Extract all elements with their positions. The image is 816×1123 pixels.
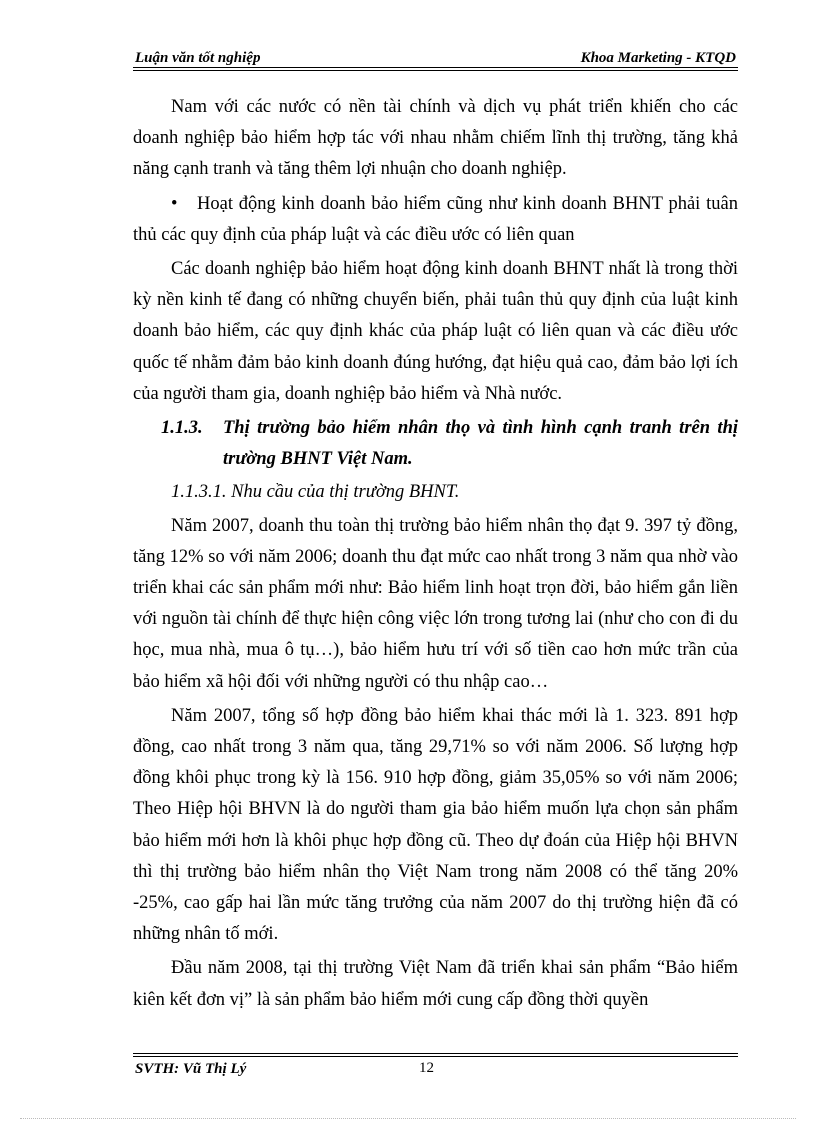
footer-author: SVTH: Vũ Thị Lý — [135, 1061, 247, 1077]
section-title: Thị trường bảo hiểm nhân thọ và tình hình cạnh tranh trên thị trường BHNT Việt Nam. — [223, 418, 738, 470]
header-rule — [133, 67, 738, 68]
bullet-text: Hoạt động kinh doanh bảo hiểm cũng như kinh doanh BHNT phải tuân thủ các quy định của pháp luật và các điều ước có liên quan — [133, 193, 738, 245]
section-number: 1.1.3. — [161, 418, 203, 439]
subsection-heading: 1.1.3.1. Nhu cầu của thị trường BHNT. — [171, 482, 460, 503]
header-thesis-label: Luận văn tốt nghiệp — [135, 50, 261, 66]
paragraph-revenue-2007: Năm 2007, doanh thu toàn thị trường bảo hiểm nhân thọ đạt 9. 397 tỷ đồng, tăng 12% so với năm 2006; doanh thu đạt mức cao nhất trong 3 năm qua nhờ vào triển khai các sản phẩm mới như: Bảo hiểm linh hoạt trọn đời, bảo hiểm gắn liền với nguồn tài chính để thực hiện công việc lớn trong tương lai (như cho con đi du học, mua nhà, mua ô tụ…), bảo hiểm hưu trí với số tiền cao hơn mức trần của bảo hiểm xã hội đối với những người có thu nhập cao… — [133, 515, 738, 692]
paragraph-compliance: Các doanh nghiệp bảo hiểm hoạt động kinh doanh BHNT nhất là trong thời kỳ nền kinh tế đang có những chuyển biến, phải tuân thủ quy định của luật kinh doanh bảo hiểm, các quy định khác của pháp luật có liên quan và các điều ước quốc tế nhằm đảm bảo kinh doanh đúng hướng, đạt hiệu quả cao, đảm bảo lợi ích của người tham gia, doanh nghiệp bảo hiểm và Nhà nước. — [133, 259, 738, 404]
page-bottom-border — [20, 1118, 796, 1119]
paragraph-continuation: Nam với các nước có nền tài chính và dịch vụ phát triển khiến cho các doanh nghiệp bảo hiểm hợp tác với nhau nhằm chiếm lĩnh thị trường, tăng khả năng cạnh tranh và tăng thêm lợi nhuận cho doanh nghiệp. — [133, 97, 738, 180]
paragraph-contracts-2007: Năm 2007, tổng số hợp đồng bảo hiểm khai thác mới là 1. 323. 891 hợp đồng, cao nhất trong 3 năm qua, tăng 29,71% so với năm 2006. Số lượng hợp đồng khôi phục trong kỳ là 156. 910 hợp đồng, giảm 35,05% so với năm 2006; Theo Hiệp hội BHVN là do người tham gia bảo hiểm muốn lựa chọn sản phẩm bảo hiểm mới hơn là khôi phục hợp đồng cũ. Theo dự đoán của Hiệp hội BHVN thì thị trường bảo hiểm nhân thọ Việt Nam trong năm 2008 có thể tăng 20% -25%, cao gấp hai lần mức tăng trưởng của năm 2007 do thị trường hiện đã có những nhân tố mới. — [133, 705, 738, 945]
bullet-icon: • — [171, 193, 178, 214]
header-faculty-label: Khoa Marketing - KTQD — [580, 50, 736, 66]
document-body — [133, 92, 738, 1019]
bullet-item — [133, 189, 738, 251]
paragraph-2008-product: Đầu năm 2008, tại thị trường Việt Nam đã triển khai sản phẩm “Bảo hiểm kiên kết đơn vị” là sản phẩm bảo hiểm mới cung cấp đồng thời quyền — [133, 958, 738, 1010]
footer-rule — [133, 1056, 738, 1057]
footer-rule-thin — [133, 1053, 738, 1054]
page-number: 12 — [419, 1060, 434, 1076]
header-rule-thin — [133, 70, 738, 71]
section-heading — [133, 413, 738, 475]
